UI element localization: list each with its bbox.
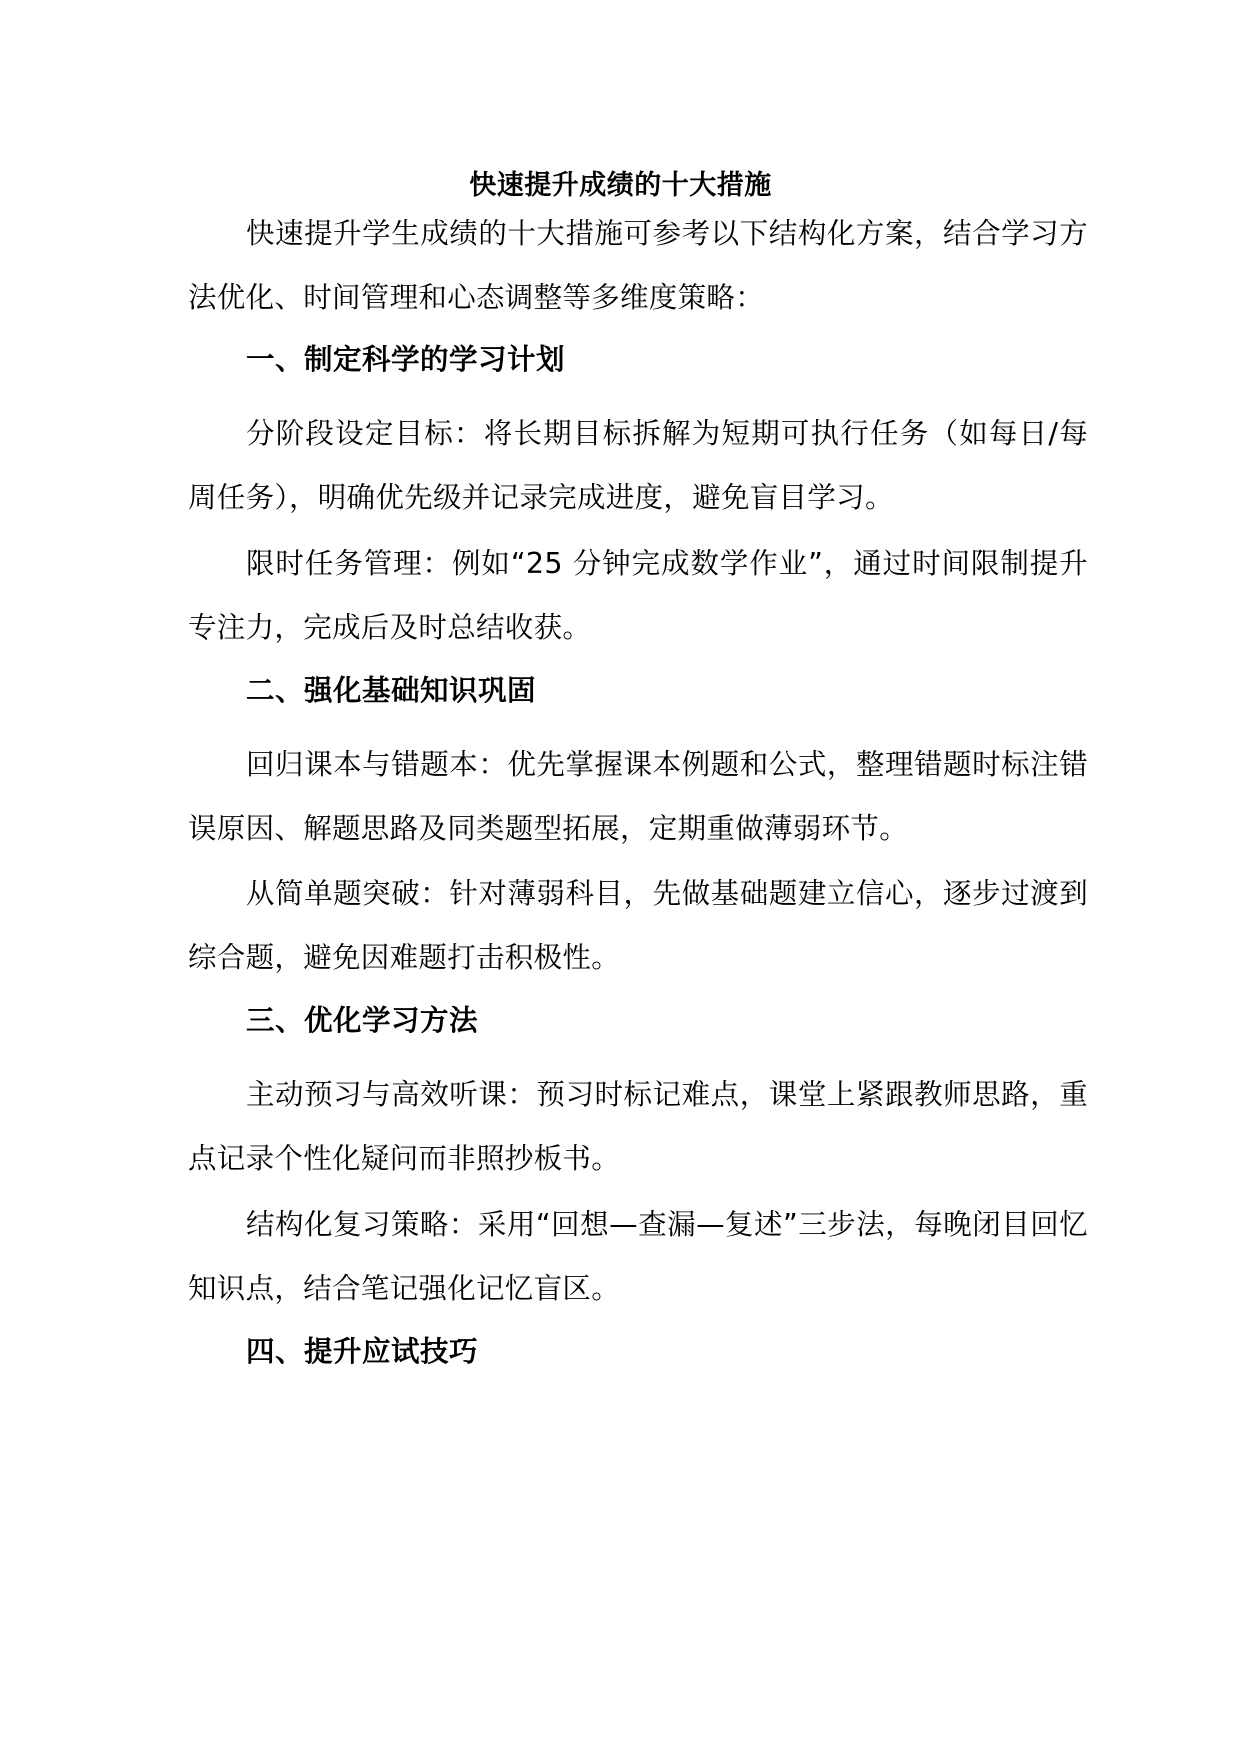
section-heading-3: 三、优化学习方法 <box>246 1004 479 1037</box>
intro-paragraph: 快速提升学生成绩的十大措施可参考以下结构化方案，结合学习方法优化、时间管理和心态调整等多维度策略： <box>188 217 1088 314</box>
section-heading-2: 二、强化基础知识巩固 <box>246 674 537 707</box>
section-1-paragraph-1: 分阶段设定目标：将长期目标拆解为短期可执行任务（如每日/每周任务），明确优先级并记录完成进度，避免盲目学习。 <box>188 417 1088 514</box>
section-heading-4: 四、提升应试技巧 <box>246 1335 479 1368</box>
section-1-paragraph-2: 限时任务管理：例如“25 分钟完成数学作业”，通过时间限制提升专注力，完成后及时总结收获。 <box>188 547 1088 644</box>
section-2-paragraph-1: 回归课本与错题本：优先掌握课本例题和公式，整理错题时标注错误原因、解题思路及同类题型拓展，定期重做薄弱环节。 <box>188 748 1088 845</box>
section-2-paragraph-2: 从简单题突破：针对薄弱科目，先做基础题建立信心，逐步过渡到综合题，避免因难题打击积极性。 <box>188 877 1088 974</box>
section-3-paragraph-2: 结构化复习策略：采用“回想—查漏—复述”三步法，每晚闭目回忆知识点，结合笔记强化记忆盲区。 <box>188 1208 1088 1305</box>
section-heading-1: 一、制定科学的学习计划 <box>246 343 566 376</box>
section-3-paragraph-1: 主动预习与高效听课：预习时标记难点，课堂上紧跟教师思路，重点记录个性化疑问而非照抄板书。 <box>188 1078 1088 1175</box>
document-title: 快速提升成绩的十大措施 <box>469 170 772 201</box>
